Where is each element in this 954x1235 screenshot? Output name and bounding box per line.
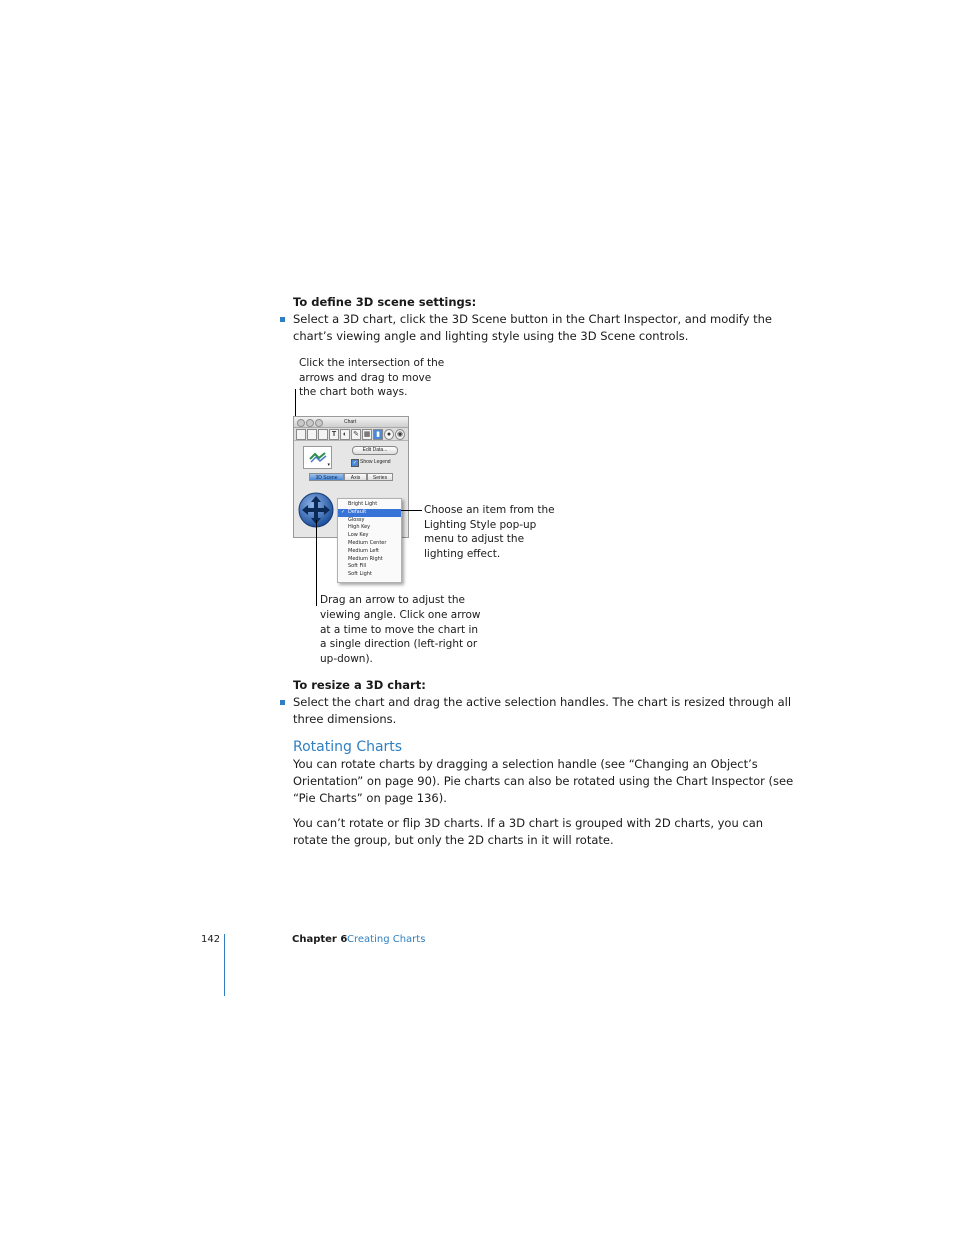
bullet-marker — [280, 700, 285, 705]
menu-item-glossy[interactable]: Glossy — [348, 516, 365, 523]
section-heading-rotating-charts: Rotating Charts — [293, 739, 403, 755]
callout-text: the chart both ways. — [299, 386, 408, 398]
chart-inspector-icon[interactable]: ▮ — [373, 429, 383, 440]
menu-item-label: Default — [348, 508, 367, 515]
text-inspector-icon[interactable]: T — [329, 429, 339, 440]
paragraph-line: You can’t rotate or flip 3D charts. If a 3D chart is grouped with 2D charts, you can — [293, 816, 764, 830]
menu-item-default[interactable] — [338, 509, 401, 517]
menu-item-soft-fill[interactable]: Soft Fill — [348, 563, 367, 570]
callout-text: up-down). — [320, 653, 373, 666]
document-inspector-icon[interactable] — [296, 429, 306, 440]
inspector-toolbar — [294, 428, 408, 441]
bullet-text-line: chart’s viewing angle and lighting style using the 3D Scene controls. — [293, 329, 689, 343]
menu-item-medium-left[interactable]: Medium Left — [348, 547, 379, 554]
wrap-inspector-icon[interactable] — [318, 429, 328, 440]
paragraph-line: rotate the group, but only the 2D charts in it will rotate. — [293, 833, 614, 847]
footer-divider — [224, 934, 225, 996]
link-inspector-icon[interactable]: ● — [384, 429, 394, 440]
menu-item-bright-light[interactable]: Bright Light — [348, 501, 378, 507]
graphic-inspector-icon[interactable]: ◐ — [340, 429, 350, 440]
callout-leader-line — [316, 520, 317, 606]
callout-text: Lighting Style pop-up — [424, 518, 537, 531]
quicktime-inspector-icon[interactable]: ◉ — [396, 431, 404, 438]
zoom-window-button[interactable] — [315, 419, 323, 427]
metrics-inspector-icon[interactable]: ✎ — [351, 429, 361, 440]
callout-text: lighting effect. — [424, 547, 501, 560]
page-number: 142 — [201, 934, 221, 945]
menu-item-medium-center[interactable]: Medium Center — [348, 540, 387, 546]
callout-text: arrows and drag to move — [299, 371, 432, 384]
tab-3d-scene[interactable]: 3D Scene — [309, 473, 344, 481]
menu-item-high-key[interactable]: High Key — [348, 524, 371, 531]
menu-item-low-key[interactable]: Low Key — [348, 532, 369, 539]
footer-chapter-title: Creating Charts — [347, 934, 426, 945]
menu-item-medium-right[interactable]: Medium Right — [348, 555, 383, 562]
chevron-down-icon: ▾ — [327, 462, 330, 468]
window-titlebar — [294, 417, 408, 428]
callout-text: at a time to move the chart in — [320, 623, 479, 636]
footer-chapter-label: Chapter 6 — [292, 934, 348, 945]
bullet-text-line: Select a 3D chart, click the 3D Scene button in the Chart Inspector, and modify the — [293, 312, 772, 326]
callout-text: Choose an item from the — [424, 504, 555, 516]
tab-axis[interactable]: Axis — [344, 473, 367, 481]
show-legend-checkbox[interactable]: ✓ — [352, 460, 358, 466]
show-legend-label: Show Legend — [360, 459, 391, 465]
callout-text: Drag an arrow to adjust the — [320, 594, 465, 606]
paragraph-line: You can rotate charts by dragging a selection handle (see “Changing an Object’s — [293, 757, 758, 771]
inspector-tab-bar — [309, 473, 393, 481]
callout-text: Click the intersection of the — [299, 357, 445, 369]
section-heading-resize: To resize a 3D chart: — [293, 678, 426, 692]
minimize-window-button[interactable] — [306, 419, 314, 427]
checkmark-icon: ✓ — [341, 508, 346, 515]
section-heading-3d-scene: To define 3D scene settings: — [293, 295, 477, 309]
edit-data-label: Edit Data... — [362, 447, 388, 453]
paragraph-line: “Pie Charts” on page 136). — [293, 791, 447, 805]
table-inspector-icon[interactable]: ▦ — [363, 431, 371, 438]
close-window-button[interactable] — [297, 419, 305, 427]
callout-text: menu to adjust the — [424, 533, 525, 545]
callout-text: viewing angle. Click one arrow — [320, 608, 481, 621]
bullet-marker — [280, 317, 285, 322]
layout-inspector-icon[interactable] — [307, 429, 317, 440]
edit-data-button[interactable] — [352, 446, 398, 455]
bullet-text-line: three dimensions. — [293, 712, 397, 726]
callout-text: a single direction (left-right or — [320, 638, 478, 651]
paragraph-line: Orientation” on page 90). Pie charts can also be rotated using the Chart Inspector (see — [293, 774, 794, 788]
menu-item-soft-light[interactable]: Soft Light — [348, 571, 372, 578]
chart-type-preview[interactable] — [303, 446, 332, 469]
tab-series[interactable]: Series — [367, 473, 393, 481]
window-title: Chart — [344, 419, 357, 425]
lighting-style-menu[interactable] — [337, 498, 402, 583]
bullet-text-line: Select the chart and drag the active selection handles. The chart is resized through all — [293, 695, 792, 709]
callout-leader-line — [401, 510, 422, 511]
